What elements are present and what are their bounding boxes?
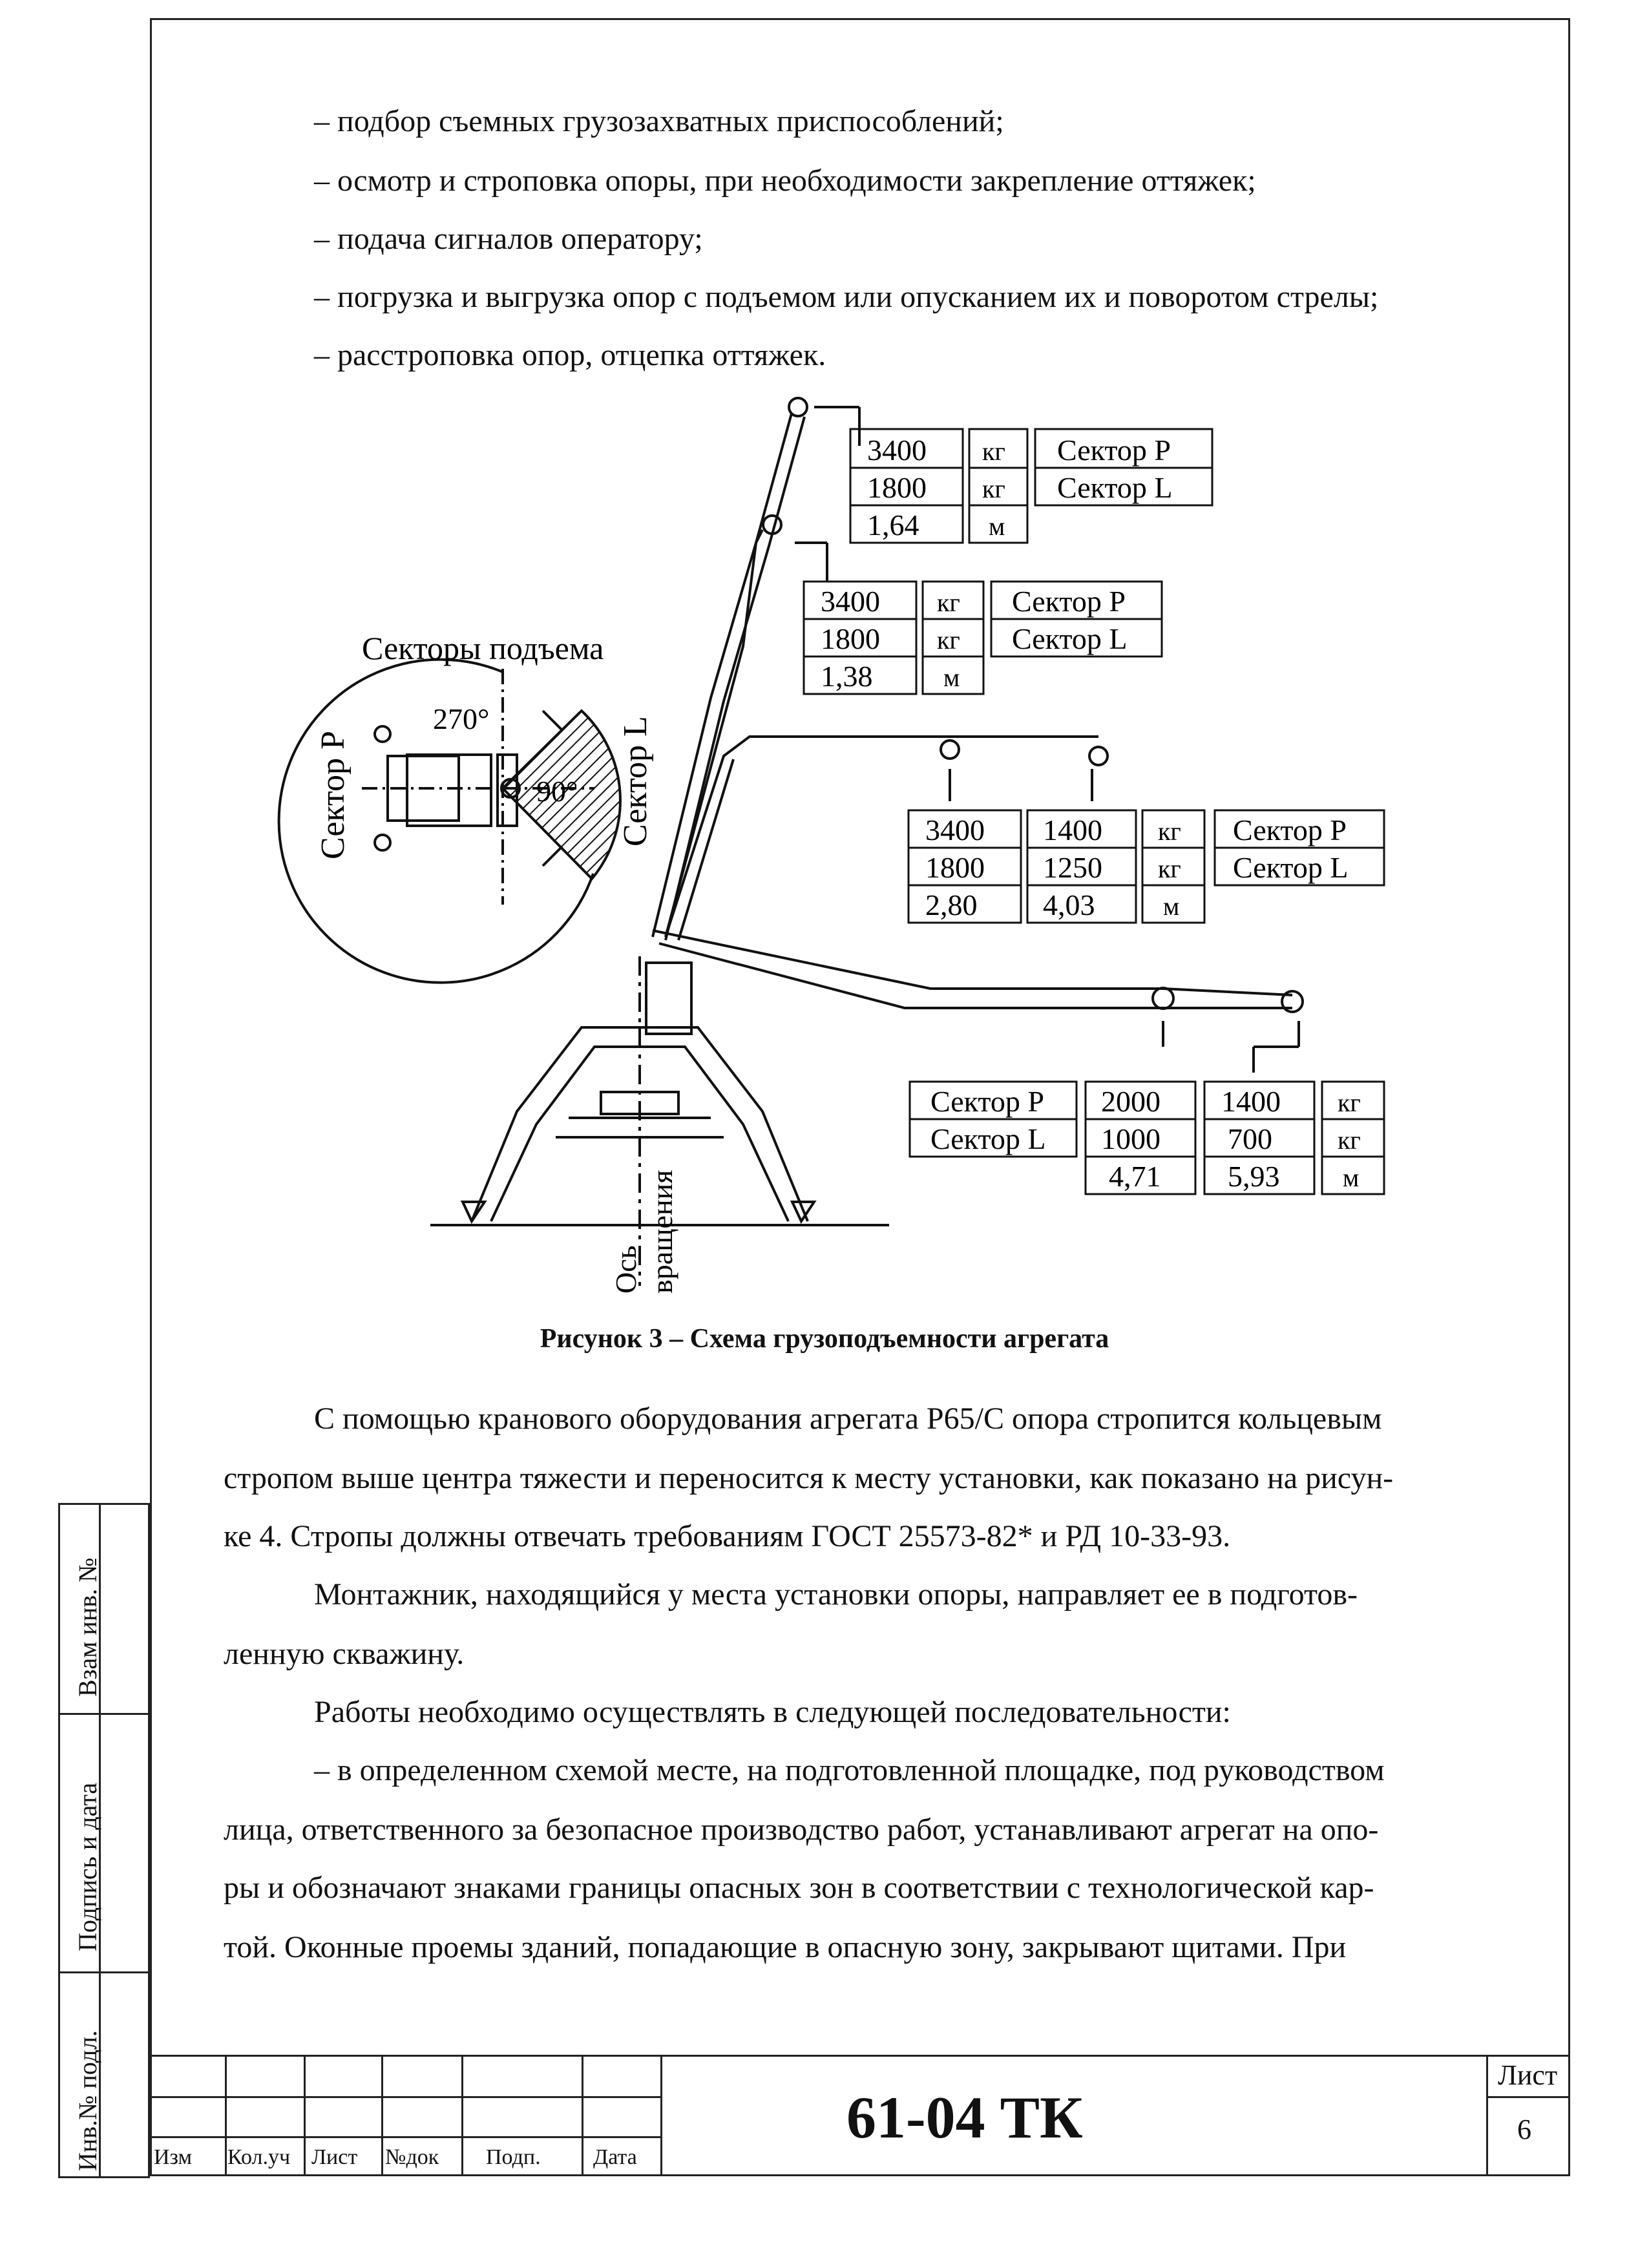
side-label-inv: Инв.№ подл. xyxy=(73,2030,102,2171)
table-1-sector: Сектор P xyxy=(1057,434,1171,467)
table-2-unit: кг xyxy=(937,588,960,617)
table-3-value: 3400 xyxy=(925,814,985,846)
table-4-value: 700 xyxy=(1228,1122,1272,1155)
document-code: 61-04 ТК xyxy=(846,2084,1083,2150)
sectors-title: Секторы подъема xyxy=(362,630,604,666)
table-4-unit: кг xyxy=(1338,1126,1361,1155)
table-3-value: 4,03 xyxy=(1043,888,1095,921)
side-label-vzam: Взам инв. № xyxy=(73,1557,102,1697)
boom-position-4 xyxy=(653,930,1303,1073)
sheet-number: 6 xyxy=(1517,2114,1531,2145)
table-2-unit: м xyxy=(943,663,960,692)
title-block-col-data: Дата xyxy=(593,2145,637,2169)
table-4-value: 2000 xyxy=(1101,1085,1161,1118)
paragraph-line: той. Оконные проемы зданий, попадающие в опасную зону, закрывают щитами. При xyxy=(224,1930,1347,1964)
boom-position-3 xyxy=(666,737,1108,940)
paragraph-line: ке 4. Стропы должны отвечать требованиям ГОСТ 25573-82* и РД 10-33-93. xyxy=(224,1519,1231,1553)
table-3-value: 1250 xyxy=(1043,851,1102,884)
title-block-col-izm: Изм xyxy=(154,2145,193,2169)
table-1-value: 3400 xyxy=(867,434,927,467)
list-item: – погрузка и выгрузка опор с подъемом или опусканием их и поворотом стрелы; xyxy=(314,280,1379,314)
title-block-col-podp: Подп. xyxy=(486,2145,541,2169)
table-2-value: 1,38 xyxy=(821,660,873,693)
title-block-col-ndok: №док xyxy=(385,2145,439,2169)
table-2-sector: Сектор P xyxy=(1012,585,1126,618)
title-block-col-list: Лист xyxy=(311,2145,358,2169)
paragraph-line: ры и обозначают знаками границы опасных зон в соответствии с технологической кар- xyxy=(224,1871,1374,1905)
table-1-value: 1800 xyxy=(867,471,927,504)
table-3-unit: кг xyxy=(1158,817,1181,846)
list-item: – подача сигналов оператору; xyxy=(314,222,703,256)
sheet-label: Лист xyxy=(1498,2059,1558,2091)
paragraph-line: стропом выше центра тяжести и переносится к месту установки, как показано на рисун- xyxy=(224,1461,1394,1495)
table-2-unit: кг xyxy=(937,625,960,655)
table-4-unit: м xyxy=(1343,1163,1360,1192)
list-item: – расстроповка опор, отцепка оттяжек. xyxy=(314,338,826,372)
table-2-sector: Сектор L xyxy=(1012,622,1128,655)
table-2-value: 1800 xyxy=(821,622,880,655)
table-4-sector: Сектор P xyxy=(930,1085,1044,1118)
table-3-unit: кг xyxy=(1158,854,1181,883)
paragraph-line: лица, ответственного за безопасное производство работ, устанавливают агрегат на опо- xyxy=(224,1812,1379,1847)
table-4-sector: Сектор L xyxy=(930,1122,1046,1155)
figure-caption: Рисунок 3 – Схема грузоподъемности агрегата xyxy=(540,1324,1109,1354)
table-2-value: 3400 xyxy=(821,585,880,618)
table-3-unit: м xyxy=(1163,892,1180,921)
table-3-value: 1400 xyxy=(1043,814,1102,846)
list-item: – осмотр и строповка опоры, при необходимости закрепление оттяжек; xyxy=(314,163,1256,198)
axis-label-os: Ось xyxy=(609,1245,642,1294)
sector-p-label-vertical: Сектор P xyxy=(315,731,352,859)
table-1-unit: кг xyxy=(982,474,1005,503)
sector-l-label-vertical: Сектор L xyxy=(617,716,654,846)
table-1-value: 1,64 xyxy=(867,509,919,541)
table-4-value: 4,71 xyxy=(1109,1160,1161,1193)
side-label-podpis: Подпись и дата xyxy=(73,1782,102,1951)
paragraph-line: Монтажник, находящийся у места установки опоры, направляет ее в подготов- xyxy=(314,1577,1358,1612)
table-4-value: 5,93 xyxy=(1228,1160,1280,1193)
title-block-col-kol: Кол.уч xyxy=(227,2145,291,2169)
paragraph-line: – в определенном схемой месте, на подготовленной площадке, под руководством xyxy=(314,1753,1385,1787)
angle-270-label: 270° xyxy=(433,702,490,735)
table-3-sector: Сектор L xyxy=(1233,851,1349,884)
paragraph-line: С помощью кранового оборудования агрегата Р65/С опора стропится кольцевым xyxy=(314,1402,1382,1436)
table-3-value: 1800 xyxy=(925,851,985,884)
table-3-sector: Сектор P xyxy=(1233,814,1347,846)
table-4-unit: кг xyxy=(1338,1088,1361,1117)
axis-label-vrasheniya: вращения xyxy=(646,1170,678,1294)
table-3-value: 2,80 xyxy=(925,888,978,921)
table-1-unit: кг xyxy=(982,437,1005,466)
list-item: – подбор съемных грузозахватных приспособлений; xyxy=(314,104,1004,138)
table-1-sector: Сектор L xyxy=(1057,471,1173,504)
paragraph-line: ленную скважину. xyxy=(224,1637,465,1671)
paragraph-line: Работы необходимо осуществлять в следующей последовательности: xyxy=(314,1695,1231,1729)
table-4-value: 1400 xyxy=(1221,1085,1281,1118)
table-4-value: 1000 xyxy=(1101,1122,1161,1155)
angle-90-label: 90° xyxy=(536,775,578,808)
table-1-unit: м xyxy=(989,512,1005,541)
